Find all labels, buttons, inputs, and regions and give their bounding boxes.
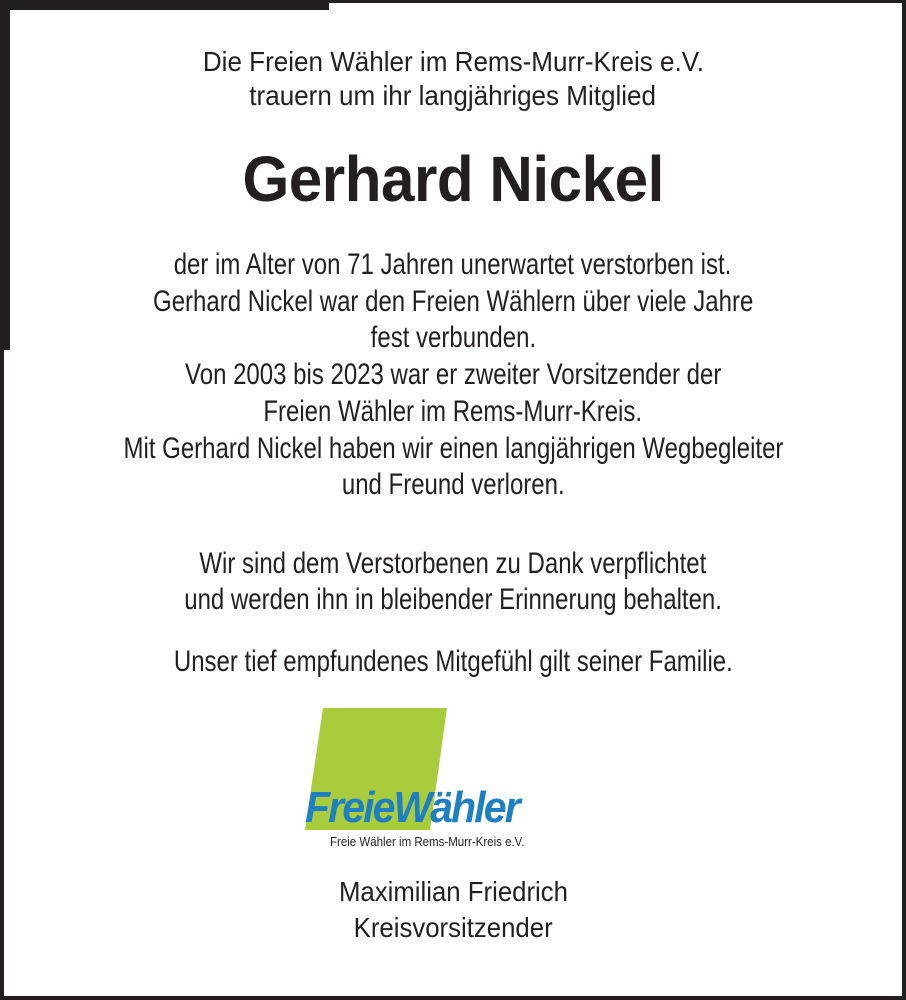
signature-name: Maximilian Friedrich [338, 876, 568, 907]
logo-subtitle: Freie Wähler im Rems-Murr-Kreis e.V. [330, 835, 525, 849]
logo-wordmark: FreieWähler [305, 783, 519, 832]
body-line: Mit Gerhard Nickel haben wir einen langjährigen Wegbegleiter [123, 432, 783, 465]
signature-title: Kreisvorsitzender [353, 912, 553, 943]
border-top-accent [0, 0, 329, 10]
body-line: Wir sind dem Verstorbenen zu Dank verpflichtet [199, 547, 707, 580]
body-line: der im Alter von 71 Jahren unerwartet verstorben ist. [174, 248, 732, 281]
border-bottom [0, 996, 906, 1000]
body-line: Unser tief empfundenes Mitgefühl gilt seiner Familie. [173, 645, 733, 678]
body-line: Von 2003 bis 2023 war er zweiter Vorsitzender der [184, 358, 722, 391]
intro-line-2: trauern um ihr langjähriges Mitglied [249, 80, 657, 111]
body-line: Gerhard Nickel war den Freien Wählern über viele Jahre [152, 285, 754, 318]
body-line: und Freund verloren. [341, 468, 565, 501]
body-line: und werden ihn in bleibender Erinnerung behalten. [184, 583, 722, 616]
body-line: fest verbunden. [370, 321, 536, 354]
deceased-name: Gerhard Nickel [242, 143, 664, 215]
body-line: Freien Wähler im Rems-Murr-Kreis. [263, 395, 643, 428]
intro-line-1: Die Freien Wähler im Rems-Murr-Kreis e.V. [202, 46, 704, 77]
